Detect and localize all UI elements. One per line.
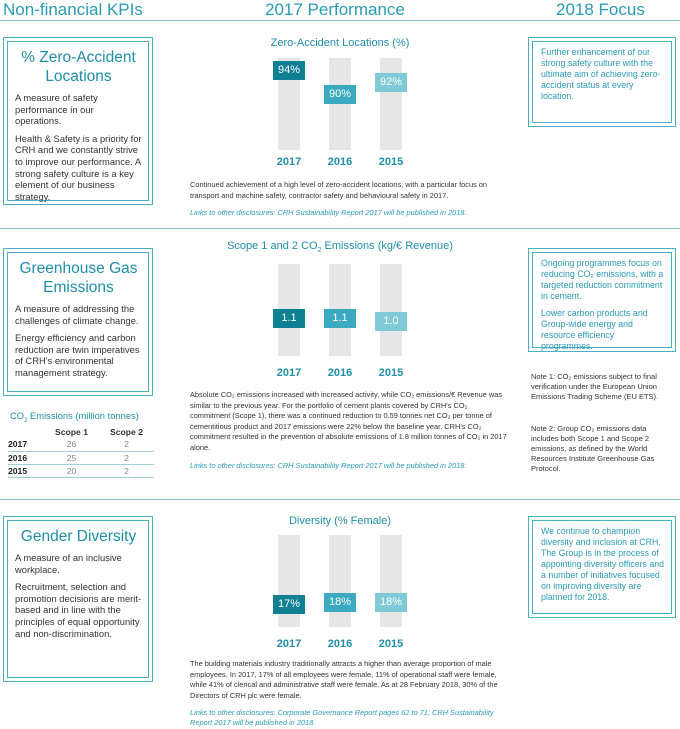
table-cell: 25 [66,452,77,463]
bar-value-2016: 90% [324,85,356,104]
bar-value-2017: 1.1 [273,309,305,328]
description: Absolute CO₂ emissions increased with increased activity, while CO₂ emissions/€ Revenue was similar to the previous year. For the portfolio of cement plants covered by CRH's CO₂ commitment (Scope 1), there was a continued reduction to 0.59 tonnes net CO₂ per tonne of cementitious product and 2017 emissions were 22% below the baseline year. CRH's CO₂ commitment resulted in the prevention of absolute emissions of 1.8 million tonnes of CO₂ in 2017 alone. [190,390,507,452]
column-header: Scope 2 [110,426,143,437]
emissions-title-part: Emissions (million tonnes) [27,410,139,421]
table-cell: 2 [124,439,129,450]
table-row [8,451,154,464]
kpi-title: % Zero-Accident Locations [21,49,136,85]
divider [0,20,680,21]
bar-value-2015: 1.0 [375,312,407,331]
table-corner [8,425,44,438]
divider [0,499,680,500]
note-1: Note 1: CO₂ emissions subject to final verification under the European Union Emissions Trading Scheme (EU ETS). [531,372,659,401]
year-label: 2015 [378,638,404,650]
table-cell: 2 [124,452,129,463]
focus-text: Further enhancement of our strong safety culture with the ultimate aim of achieving zero-accident status at every location. [541,47,661,101]
bar-track [380,264,402,356]
chart-title-part: Scope 1 and 2 CO [227,240,318,252]
table-year: 2015 [8,465,28,476]
table-row [8,464,154,477]
bar-value-2015: 92% [375,73,407,92]
kpi-text: Recruitment, selection and promotion decisions are merit-based and in line with the principles of equal opportunity and non-discrimination. [15,581,142,639]
chart-title-zero-accident: Zero-Accident Locations (%) [270,37,410,49]
bar-track [329,58,351,150]
bar-value-2016: 1.1 [324,309,356,328]
table-cell: 20 [66,465,77,476]
chart-title-part: Emissions (kg/€ Revenue) [321,240,453,252]
year-label: 2017 [276,156,302,168]
kpi-title: Gender Diversity [20,528,137,545]
bar-value-2015: 18% [375,593,407,612]
year-label: 2016 [327,156,353,168]
bar-track [329,535,351,627]
kpi-text: Energy efficiency and carbon reduction are twin imperatives of CRH's environmental management strategy. [15,332,140,378]
chart-title-diversity: Diversity (% Female) [288,515,392,527]
focus-box-ghg [528,248,676,352]
focus-text: Ongoing programmes focus on reducing CO₂ emissions, with a targeted reduction commitment in cement. [541,258,664,301]
kpi-text: Health & Safety is a priority for CRH and we constantly strive to improve our performance. A strong safety culture is a key element of our business strategy. [15,132,142,202]
focus-text: Lower carbon products and Group-wide energy and resource efficiency programmes. [541,308,648,351]
kpi-text: A measure of an inclusive workplace. [15,552,122,575]
emissions-table-title [10,410,139,424]
kpi-box-ghg [3,248,153,396]
note-2: Note 2: Group CO₂ emissions data includes both Scope 1 and Scope 2 emissions, as defined by the World Resources Institute Greenhouse Gas Protocol. [531,424,655,473]
header-kpis: Non-financial KPIs [3,0,143,19]
table-row [8,438,154,451]
column-header: Scope 1 [55,426,88,437]
focus-box-zero-accident [528,37,676,127]
kpi-box-diversity [3,516,153,682]
kpi-box-zero-accident [3,37,153,205]
year-label: 2015 [378,367,404,379]
focus-text: We continue to champion diversity and inclusion at CRH. The Group is in the process of appointing diversity officers and a number of initiatives focused on improving diversity are planned for 2018. [541,526,665,602]
description: Continued achievement of a high level of zero-accident locations, with a particular focus on transport and machine safety, contractor safety and behavioural safety in 2017. [190,180,488,200]
bar-value-2016: 18% [324,593,356,612]
header-focus: 2018 Focus [556,0,645,19]
disclosure-link[interactable]: Links to other disclosures: CRH Sustainability Report 2017 will be published in 2018. [190,208,467,217]
emissions-title-sub: 2 [24,417,28,424]
emissions-table [8,425,154,478]
bar-track [380,535,402,627]
disclosure-link[interactable]: Links to other disclosures: Corporate Governance Report pages 62 to 71; CRH Sustainability Report 2017 will be published in 2018. [190,708,494,727]
year-label: 2017 [276,638,302,650]
kpi-text: A measure of safety performance in our operations. [15,92,98,127]
year-label: 2016 [327,638,353,650]
table-year: 2017 [8,439,28,450]
bar-track [380,58,402,150]
bar-value-2017: 94% [273,61,305,80]
table-cell: 2 [124,465,129,476]
disclosure-link[interactable]: Links to other disclosures: CRH Sustainability Report 2017 will be published in 2018. [190,461,467,470]
chart-title-sub: 2 [317,247,322,255]
table-year: 2016 [8,452,28,463]
chart-title-ghg [220,240,460,254]
table-cell: 26 [66,439,77,450]
year-label: 2015 [378,156,404,168]
year-label: 2016 [327,367,353,379]
divider [0,228,680,229]
header-performance: 2017 Performance [265,0,405,19]
table-header-row [8,425,154,438]
focus-box-diversity [528,516,676,618]
description: The building materials industry traditionally attracts a higher than average proportion of male employees. In 2017, 17% of all employees were female, 11% of operational staff were female, while 41% of clerical and administrative staff were female. As at 28 February 2018, 30% of the Directors of CRH plc were female. [190,659,498,700]
bar-value-2017: 17% [273,595,305,614]
kpi-text: A measure of addressing the challenges of climate change. [15,303,139,326]
emissions-title-part: CO [10,410,25,421]
kpi-title: Greenhouse Gas Emissions [19,260,138,296]
year-label: 2017 [276,367,302,379]
